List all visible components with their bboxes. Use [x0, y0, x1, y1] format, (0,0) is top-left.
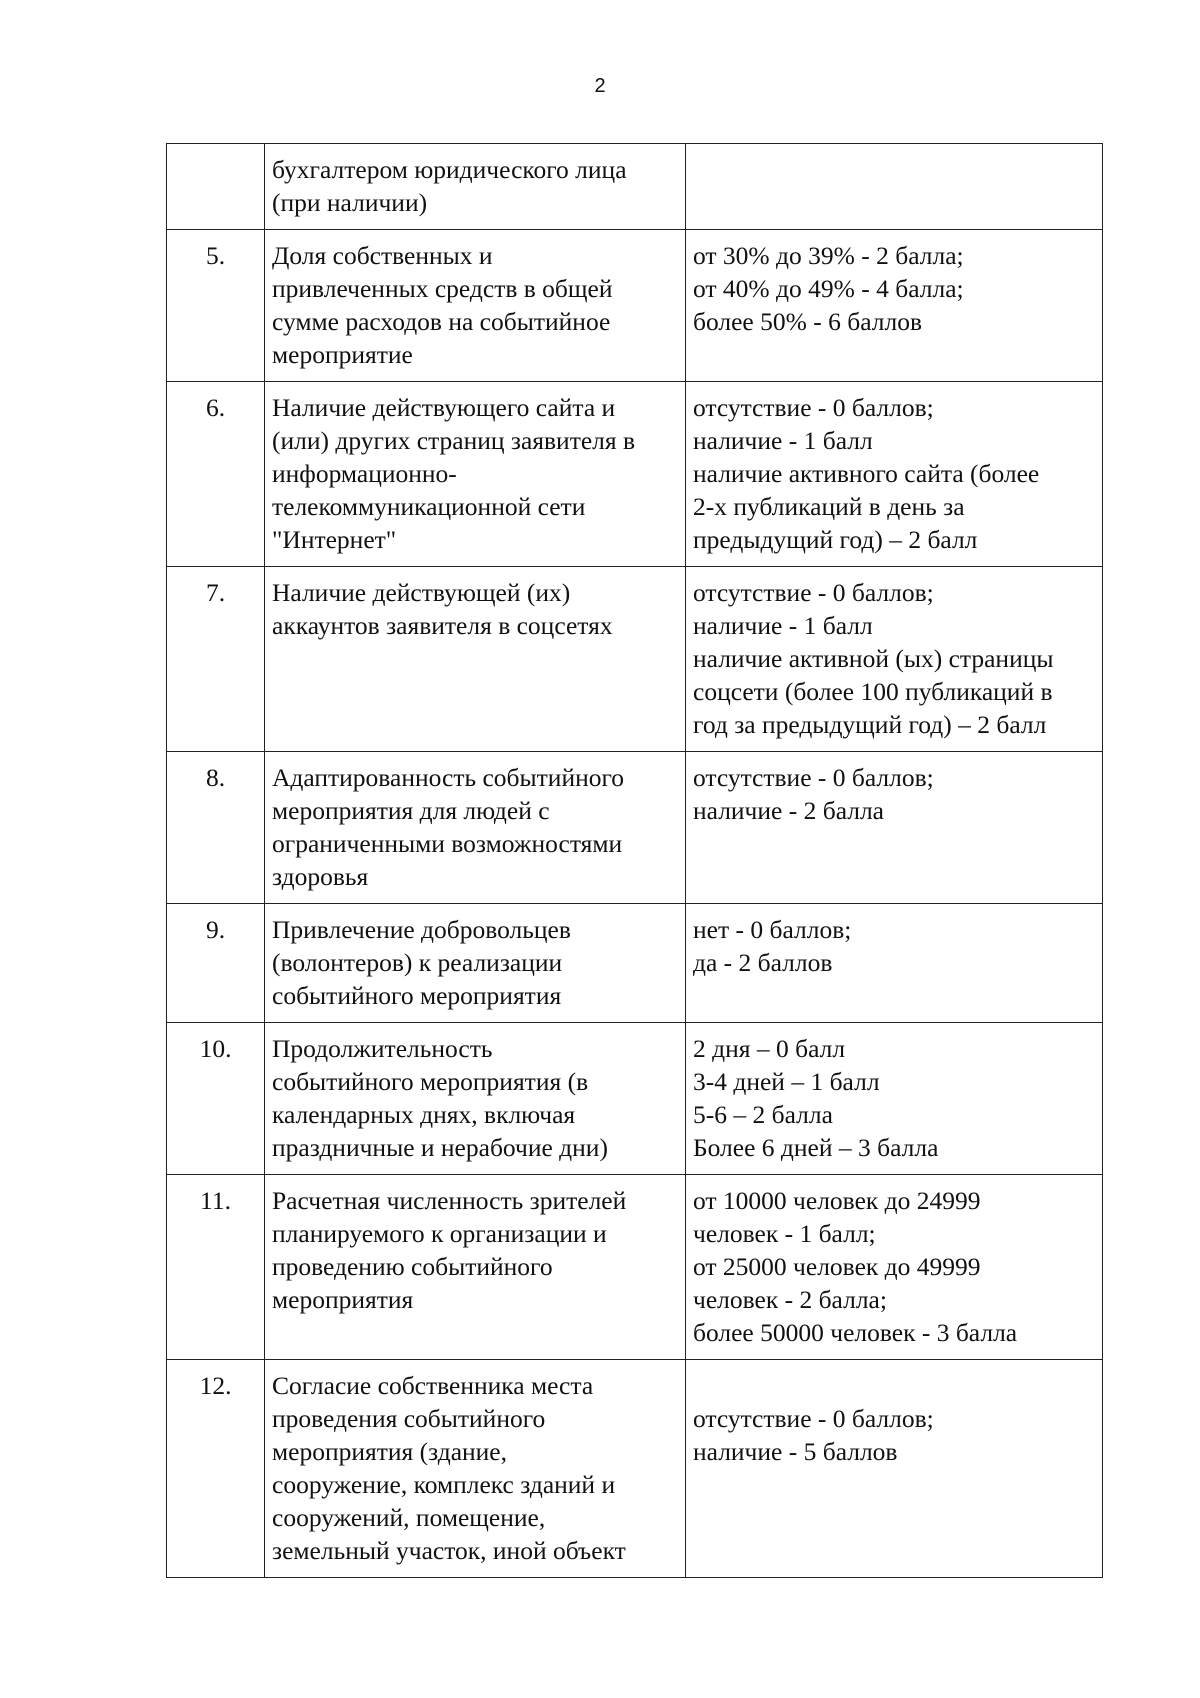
criterion-line: информационно- — [272, 459, 457, 488]
table-row — [167, 382, 1103, 567]
score-cell — [686, 144, 1103, 230]
row-number-cell — [167, 230, 265, 382]
row-number: 11. — [200, 1186, 231, 1215]
criterion-line: мероприятия — [272, 1285, 414, 1314]
criterion-line: телекоммуникационной сети — [272, 492, 586, 521]
criterion-line: (или) других страниц заявителя в — [272, 426, 636, 455]
criterion-cell — [265, 1023, 686, 1175]
table-row — [167, 752, 1103, 904]
row-number-cell — [167, 567, 265, 752]
criterion-line: Наличие действующего сайта и — [272, 393, 616, 422]
score-line: отсутствие - 0 баллов; — [693, 763, 934, 792]
criterion-line: проведения событийного — [272, 1404, 546, 1433]
score-line: соцсети (более 100 публикаций в — [693, 677, 1053, 706]
criterion-line: планируемого к организации и — [272, 1219, 607, 1248]
score-line: от 30% до 39% - 2 балла; — [693, 241, 964, 270]
score-line: 3-4 дней – 1 балл — [693, 1067, 880, 1096]
criterion-line: мероприятия для людей с — [272, 796, 550, 825]
score-line: 2-х публикаций в день за — [693, 492, 965, 521]
score-line: наличие активной (ых) страницы — [693, 644, 1054, 673]
criterion-line: ограниченными возможностями — [272, 829, 623, 858]
criterion-line: Расчетная численность зрителей — [272, 1186, 627, 1215]
criterion-cell — [265, 904, 686, 1023]
criterion-line: сооружений, помещение, — [272, 1503, 546, 1532]
criterion-cell — [265, 1175, 686, 1360]
criterion-line: бухгалтером юридического лица — [272, 155, 627, 184]
row-number: 6. — [205, 393, 226, 422]
row-number: 7. — [205, 578, 226, 607]
table-row — [167, 904, 1103, 1023]
score-line: более 50% - 6 баллов — [693, 307, 922, 336]
criterion-line: Адаптированность событийного — [272, 763, 625, 792]
score-cell — [686, 382, 1103, 567]
criterion-line: Привлечение добровольцев — [272, 915, 571, 944]
criterion-line: Продолжительность — [272, 1034, 493, 1063]
row-number-cell — [167, 904, 265, 1023]
score-line: от 10000 человек до 24999 — [693, 1186, 981, 1215]
criteria-table — [166, 143, 1103, 1578]
score-line: предыдущий год) – 2 балл — [693, 525, 978, 554]
row-number: 8. — [205, 763, 226, 792]
score-cell — [686, 567, 1103, 752]
score-line: 2 дня – 0 балл — [693, 1034, 846, 1063]
criterion-line: проведению событийного — [272, 1252, 553, 1281]
criterion-line: событийного мероприятия (в — [272, 1067, 589, 1096]
criterion-line: привлеченных средств в общей — [272, 274, 613, 303]
row-number-cell — [167, 144, 265, 230]
criterion-line: Доля собственных и — [272, 241, 493, 270]
criterion-line: земельный участок, иной объект — [272, 1536, 626, 1565]
table-row — [167, 144, 1103, 230]
row-number-cell — [167, 1360, 265, 1578]
score-cell — [686, 1023, 1103, 1175]
score-line: наличие - 1 балл — [693, 426, 873, 455]
criterion-line: Наличие действующей (их) — [272, 578, 571, 607]
table-row — [167, 1360, 1103, 1578]
criterion-line: мероприятия (здание, — [272, 1437, 508, 1466]
row-number-cell — [167, 382, 265, 567]
criterion-line: событийного мероприятия — [272, 981, 562, 1010]
row-number: 5. — [205, 241, 226, 270]
criterion-cell — [265, 382, 686, 567]
criterion-line: аккаунтов заявителя в соцсетях — [272, 611, 613, 640]
criterion-line: (при наличии) — [272, 188, 428, 217]
row-number-cell — [167, 1023, 265, 1175]
score-line: 5-6 – 2 балла — [693, 1100, 833, 1129]
score-line: наличие активного сайта (более — [693, 459, 1040, 488]
score-cell — [686, 904, 1103, 1023]
criterion-cell — [265, 567, 686, 752]
criterion-line: календарных днях, включая — [272, 1100, 576, 1129]
page-number: 2 — [594, 75, 606, 97]
table-row — [167, 1175, 1103, 1360]
table-row — [167, 567, 1103, 752]
table-row — [167, 1023, 1103, 1175]
criterion-cell — [265, 1360, 686, 1578]
criterion-line: здоровья — [272, 862, 369, 891]
criterion-cell — [265, 144, 686, 230]
criterion-line: сумме расходов на событийное — [272, 307, 611, 336]
score-line: наличие - 2 балла — [693, 796, 885, 825]
score-line: отсутствие - 0 баллов; — [693, 393, 934, 422]
score-line: наличие - 1 балл — [693, 611, 873, 640]
score-line: человек - 1 балл; — [693, 1219, 876, 1248]
score-line: наличие - 5 баллов — [693, 1437, 898, 1466]
score-line: да - 2 баллов — [693, 948, 833, 977]
criterion-cell — [265, 752, 686, 904]
criterion-cell — [265, 230, 686, 382]
score-line: год за предыдущий год) – 2 балл — [693, 710, 1047, 739]
criterion-line: (волонтеров) к реализации — [272, 948, 563, 977]
row-number-cell — [167, 1175, 265, 1360]
criterion-line: сооружение, комплекс зданий и — [272, 1470, 616, 1499]
row-number-cell — [167, 752, 265, 904]
score-line: нет - 0 баллов; — [693, 915, 852, 944]
row-number: 10. — [199, 1034, 232, 1063]
criterion-line: "Интернет" — [272, 525, 397, 554]
score-cell — [686, 1175, 1103, 1360]
score-line: от 25000 человек до 49999 — [693, 1252, 981, 1281]
table-row — [167, 230, 1103, 382]
score-line: отсутствие - 0 баллов; — [693, 578, 934, 607]
score-line: от 40% до 49% - 4 балла; — [693, 274, 964, 303]
row-number: 9. — [205, 915, 226, 944]
score-cell — [686, 752, 1103, 904]
score-cell — [686, 1360, 1103, 1578]
row-number: 12. — [199, 1371, 232, 1400]
score-line: более 50000 человек - 3 балла — [693, 1318, 1018, 1347]
criterion-line: праздничные и нерабочие дни) — [272, 1133, 608, 1162]
criterion-line: мероприятие — [272, 340, 413, 369]
score-cell — [686, 230, 1103, 382]
criterion-line: Согласие собственника места — [272, 1371, 594, 1400]
score-line: Более 6 дней – 3 балла — [693, 1133, 939, 1162]
score-line: отсутствие - 0 баллов; — [693, 1404, 934, 1433]
score-line: человек - 2 балла; — [693, 1285, 887, 1314]
criteria-table-body — [167, 144, 1103, 1578]
